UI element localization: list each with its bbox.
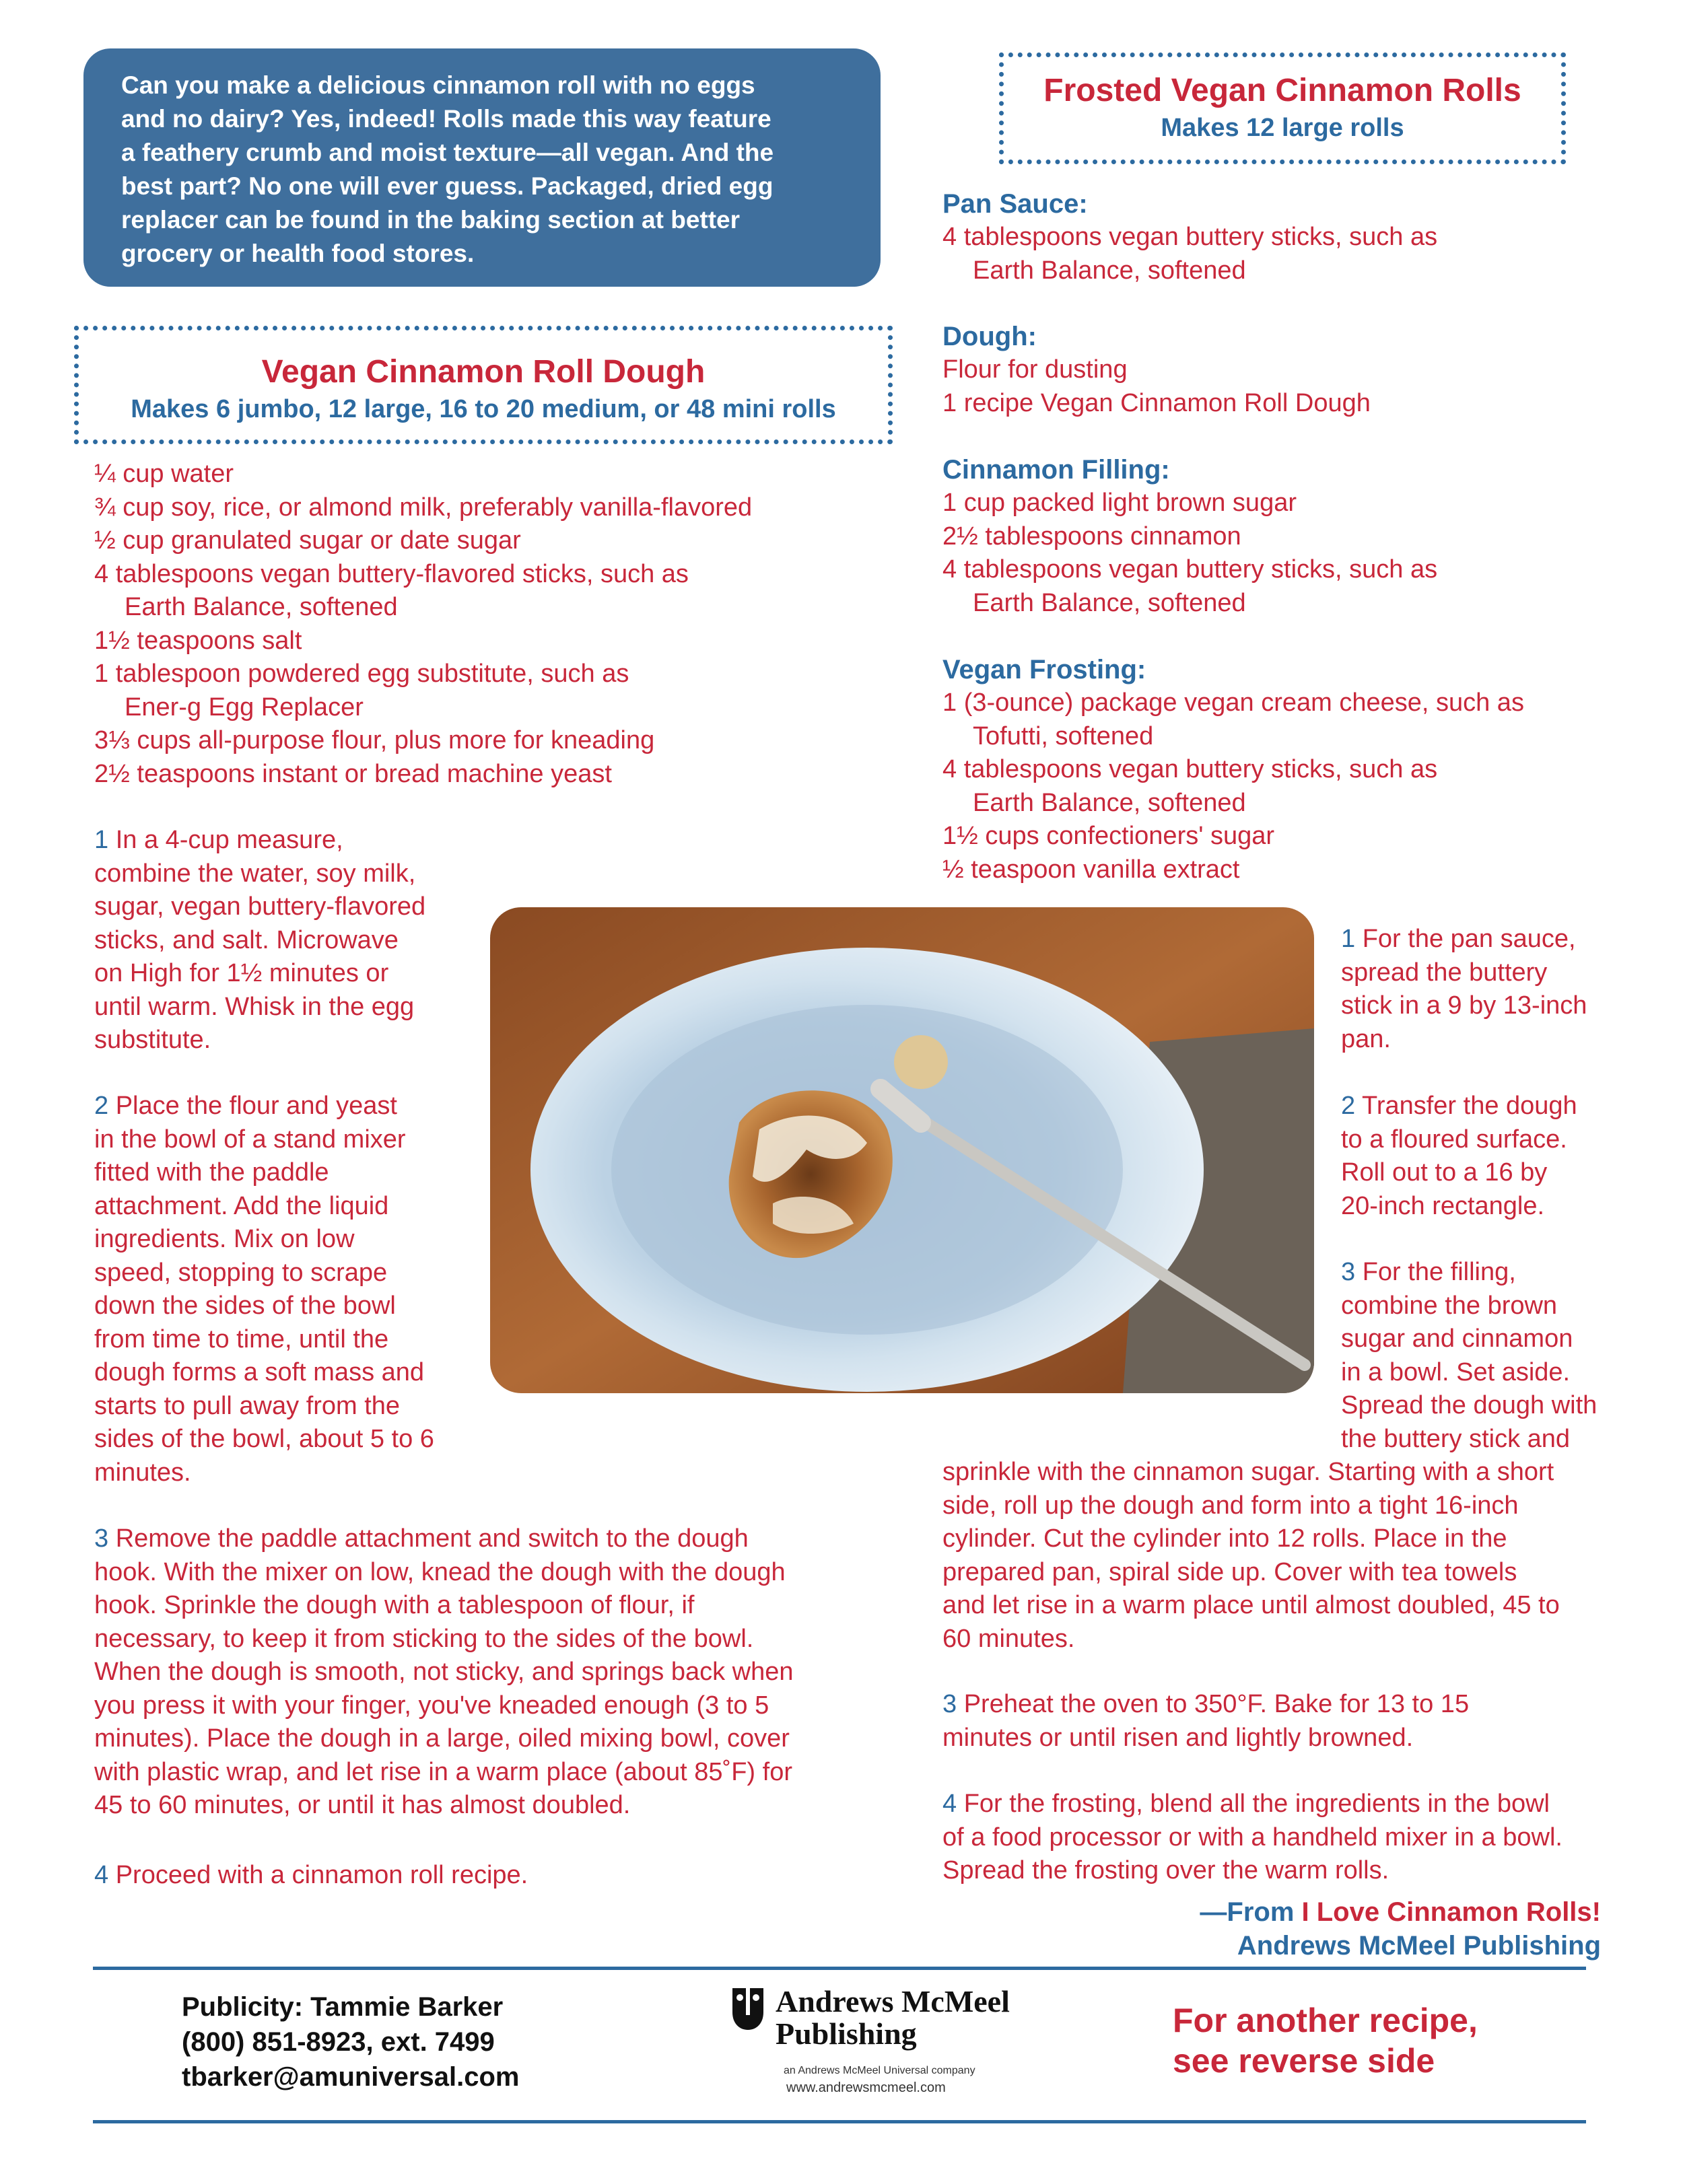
ingredient: Ener-g Egg Replacer — [125, 693, 364, 721]
rolls-step-3 — [1341, 1256, 1597, 1456]
dough-title: Vegan Cinnamon Roll Dough — [261, 354, 706, 390]
step-line: the buttery stick and — [1341, 1424, 1571, 1453]
ingredient: Earth Balance, softened — [973, 788, 1246, 817]
ingredient: ½ cup granulated sugar or date sugar — [94, 526, 521, 555]
step-line: In a 4-cup measure, — [115, 826, 343, 854]
ingredient: 1½ cups confectioners' sugar — [942, 822, 1275, 850]
step-line: in a bowl. Set aside. — [1341, 1358, 1571, 1386]
step-number: 4 — [94, 1861, 109, 1889]
step-number: 2 — [1341, 1092, 1356, 1120]
ingredient: Earth Balance, softened — [973, 588, 1246, 617]
ingredient: 4 tablespoons vegan buttery-flavored sticks, such as — [94, 559, 689, 588]
reverse-line: see reverse side — [1173, 2042, 1435, 2080]
footer-rule-top — [93, 1967, 1586, 1970]
credit-book: I Love Cinnamon Rolls! — [1301, 1897, 1601, 1927]
step-line: on High for 1½ minutes or — [94, 959, 389, 987]
section-cinnamon-filling — [942, 453, 1437, 620]
intro-line: replacer can be found in the baking section at better — [121, 206, 741, 234]
step-line: ingredients. Mix on low — [94, 1225, 355, 1253]
step-line: you press it with your finger, you've kneaded enough (3 to 5 — [94, 1691, 769, 1720]
step-line: 20-inch rectangle. — [1341, 1191, 1545, 1220]
section-pan-sauce — [942, 187, 1437, 287]
ingredient: 1 cup packed light brown sugar — [942, 489, 1297, 517]
step-number: 4 — [942, 1790, 957, 1818]
step-line: with plastic wrap, and let rise in a warm place (about 85˚F) for — [94, 1757, 792, 1786]
step-line: Spread the frosting over the warm rolls. — [942, 1856, 1389, 1884]
logo-line-1: Andrews McMeel — [776, 1984, 1010, 2018]
intro-line: best part? No one will ever guess. Packaged, dried egg — [121, 172, 774, 200]
step-line: Preheat the oven to 350°F. Bake for 13 to 15 — [963, 1690, 1470, 1718]
rolls-step-1 — [1341, 923, 1587, 1056]
contact-name: Publicity: Tammie Barker — [182, 1992, 504, 2022]
ingredient: 3⅓ cups all-purpose flour, plus more for kneading — [94, 726, 655, 754]
intro-box — [83, 48, 881, 287]
section-header: Dough: — [942, 322, 1037, 351]
contact-phone: (800) 851-8923, ext. 7499 — [182, 2027, 495, 2057]
step-line: For the pan sauce, — [1362, 925, 1576, 953]
ingredient: Flour for dusting — [942, 355, 1128, 384]
step-line: hook. With the mixer on low, knead the dough with the dough — [94, 1557, 786, 1586]
ingredient: Earth Balance, softened — [125, 593, 398, 621]
rolls-yield: Makes 12 large rolls — [1161, 114, 1404, 142]
rolls-title-box — [999, 52, 1566, 164]
intro-line: and no dairy? Yes, indeed! Rolls made this way feature — [121, 105, 771, 133]
step-line: 60 minutes. — [942, 1624, 1075, 1653]
step-line: pan. — [1341, 1024, 1391, 1053]
step-line: 45 to 60 minutes, or until it has almost doubled. — [94, 1791, 631, 1819]
step-line: minutes). Place the dough in a large, oiled mixing bowl, cover — [94, 1724, 790, 1753]
logo-url[interactable]: www.andrewsmcmeel.com — [786, 2080, 946, 2095]
step-line: substitute. — [94, 1026, 211, 1054]
publisher-logo-icon — [730, 1985, 766, 2033]
step-line: sugar and cinnamon — [1341, 1325, 1573, 1353]
ingredient: 4 tablespoons vegan buttery sticks, such as — [942, 755, 1438, 783]
step-line: spread the buttery — [1341, 958, 1548, 987]
dough-step-3 — [94, 1522, 794, 1823]
step-line: Roll out to a 16 by — [1341, 1158, 1548, 1187]
ingredient: ¼ cup water — [94, 460, 234, 488]
ingredient: Tofutti, softened — [973, 721, 1154, 750]
logo-line-2: Publishing — [776, 2016, 917, 2051]
dough-ingredients — [94, 458, 752, 791]
ingredient: 1 tablespoon powdered egg substitute, such as — [94, 660, 629, 688]
step-line: attachment. Add the liquid — [94, 1191, 389, 1220]
ingredient: 4 tablespoons vegan buttery sticks, such as — [942, 555, 1438, 584]
ingredient: 1 (3-ounce) package vegan cream cheese, such as — [942, 689, 1524, 717]
step-number: 3 — [942, 1690, 957, 1718]
reverse-line: For another recipe, — [1173, 2002, 1478, 2039]
step-line: sprinkle with the cinnamon sugar. Starting with a short — [942, 1458, 1554, 1486]
ingredient: ½ teaspoon vanilla extract — [942, 855, 1240, 884]
step-line: Proceed with a cinnamon roll recipe. — [115, 1861, 528, 1889]
intro-line: a feathery crumb and moist texture—all vegan. And the — [121, 139, 774, 166]
step-line: Remove the paddle attachment and switch to the dough — [115, 1524, 749, 1553]
section-header: Vegan Frosting: — [942, 655, 1146, 684]
step-line: Spread the dough with — [1341, 1391, 1598, 1419]
ingredient: 1½ teaspoons salt — [94, 626, 302, 655]
rolls-step-4 — [942, 1688, 1469, 1755]
step-line: stick in a 9 by 13-inch — [1341, 991, 1587, 1020]
intro-line: Can you make a delicious cinnamon roll with no eggs — [121, 71, 755, 99]
step-line: of a food processor or with a handheld mixer in a bowl. — [942, 1823, 1562, 1852]
step-line: side, roll up the dough and form into a tight 16-inch — [942, 1491, 1519, 1520]
ingredient: 1 recipe Vegan Cinnamon Roll Dough — [942, 388, 1371, 417]
step-number: 1 — [94, 826, 109, 854]
step-number: 1 — [1341, 925, 1356, 953]
step-line: until warm. Whisk in the egg — [94, 992, 415, 1021]
step-line: dough forms a soft mass and — [94, 1358, 425, 1386]
ingredient: Earth Balance, softened — [973, 256, 1246, 285]
step-line: cylinder. Cut the cylinder into 12 rolls. Place in the — [942, 1524, 1507, 1553]
credit-prefix: —From — [1200, 1897, 1295, 1927]
step-line: starts to pull away from the — [94, 1391, 401, 1420]
step-line: Place the flour and yeast — [115, 1092, 397, 1120]
step-line: When the dough is smooth, not sticky, and springs back when — [94, 1658, 794, 1686]
ingredient: 2½ tablespoons cinnamon — [942, 522, 1241, 551]
publisher-logo — [730, 1985, 1012, 2097]
cinnamon-roll-photo — [490, 907, 1314, 1393]
step-line: hook. Sprinkle the dough with a tablespoon of flour, if — [94, 1591, 695, 1619]
step-line: For the frosting, blend all the ingredients in the bowl — [963, 1790, 1550, 1818]
section-dough — [942, 320, 1371, 420]
ingredient: 2½ teaspoons instant or bread machine yeast — [94, 759, 612, 788]
credit-publisher: Andrews McMeel Publishing — [1237, 1931, 1601, 1961]
step-line: fitted with the paddle — [94, 1158, 329, 1187]
step-line: down the sides of the bowl — [94, 1292, 396, 1320]
step-number: 2 — [94, 1092, 109, 1120]
reverse-side-note — [1173, 2000, 1478, 2081]
step-line: necessary, to keep it from sticking to the sides of the bowl. — [94, 1624, 754, 1653]
logo-subline: an Andrews McMeel Universal company — [784, 2065, 975, 2076]
source-credit — [1200, 1895, 1601, 1963]
dough-title-box — [74, 326, 893, 444]
step-line: speed, stopping to scrape — [94, 1258, 388, 1287]
step-line: minutes. — [94, 1458, 191, 1487]
step-line: sugar, vegan buttery-flavored — [94, 892, 426, 921]
rolls-step-3-continued — [942, 1456, 1560, 1656]
step-line: prepared pan, spiral side up. Cover with tea towels — [942, 1557, 1517, 1586]
section-header: Pan Sauce: — [942, 189, 1088, 219]
dough-step-4 — [94, 1859, 528, 1893]
step-line: in the bowl of a stand mixer — [94, 1125, 406, 1154]
rolls-title: Frosted Vegan Cinnamon Rolls — [1043, 73, 1521, 108]
step-line: minutes or until risen and lightly browned. — [942, 1723, 1414, 1752]
step-number: 3 — [94, 1524, 109, 1553]
dough-yield: Makes 6 jumbo, 12 large, 16 to 20 medium, or 48 mini rolls — [131, 395, 836, 423]
dough-step-2 — [94, 1090, 434, 1489]
rolls-step-2 — [1341, 1090, 1577, 1223]
step-line: and let rise in a warm place until almost doubled, 45 to — [942, 1591, 1560, 1619]
publicity-contact — [182, 1989, 519, 2094]
step-line: combine the brown — [1341, 1291, 1558, 1320]
step-line: sides of the bowl, about 5 to 6 — [94, 1425, 434, 1453]
contact-email[interactable]: tbarker@amuniversal.com — [182, 2062, 520, 2092]
step-line: combine the water, soy milk, — [94, 859, 416, 888]
ingredient: 4 tablespoons vegan buttery sticks, such as — [942, 223, 1438, 251]
rolls-step-5 — [942, 1788, 1562, 1888]
footer-rule-bottom — [93, 2120, 1586, 2123]
step-line: For the filling, — [1362, 1258, 1516, 1286]
step-line: from time to time, until the — [94, 1325, 389, 1353]
ingredient: ¾ cup soy, rice, or almond milk, preferably vanilla-flavored — [94, 493, 753, 522]
section-vegan-frosting — [942, 653, 1524, 886]
step-line: sticks, and salt. Microwave — [94, 925, 399, 954]
section-header: Cinnamon Filling: — [942, 455, 1170, 485]
dough-step-1 — [94, 824, 425, 1057]
step-number: 3 — [1341, 1258, 1356, 1286]
step-line: Transfer the dough — [1362, 1092, 1577, 1120]
step-line: to a floured surface. — [1341, 1125, 1567, 1154]
intro-line: grocery or health food stores. — [121, 240, 475, 267]
